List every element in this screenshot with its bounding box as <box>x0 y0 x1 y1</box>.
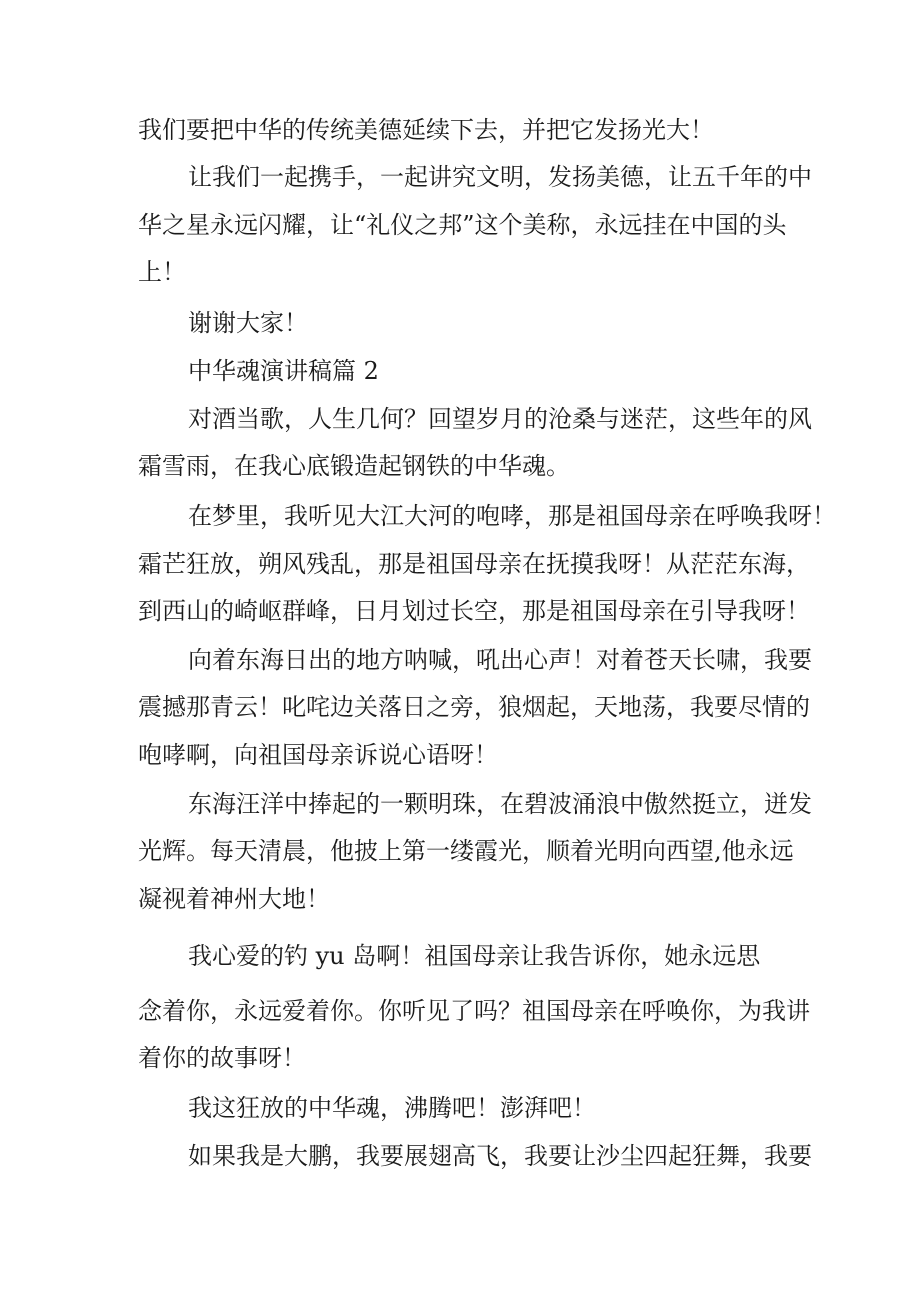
text-line: 震撼那青云！叱咤边关落日之旁，狼烟起，天地荡，我要尽情的 <box>138 693 810 721</box>
text-line: 在梦里，我听见大江大河的咆哮，那是祖国母亲在呼唤我呀！ <box>188 502 836 530</box>
text-line: 霜芒狂放，朔风残乱，那是祖国母亲在抚摸我呀！从茫茫东海， <box>138 550 810 578</box>
text-line: 我心爱的钓 yu 岛啊！祖国母亲让我告诉你，她永远思 <box>188 942 761 970</box>
section-heading: 中华魂演讲稿篇 2 <box>188 357 379 385</box>
text-line: 霜雪雨，在我心底锻造起钢铁的中华魂。 <box>138 452 570 480</box>
text-line: 我这狂放的中华魂，沸腾吧！澎湃吧！ <box>188 1094 596 1122</box>
text-line: 光辉。每天清晨，他披上第一缕霞光，顺着光明向西望,他永远 <box>138 837 794 865</box>
text-line: 向着东海日出的地方呐喊，吼出心声！对着苍天长啸，我要 <box>188 646 812 674</box>
text-line: 对酒当歌，人生几何？回望岁月的沧桑与迷茫，这些年的风 <box>188 405 812 433</box>
text-line: 如果我是大鹏，我要展翅高飞，我要让沙尘四起狂舞，我要 <box>188 1142 812 1170</box>
text-line: 谢谢大家！ <box>188 309 308 337</box>
text-line: 念着你，永远爱着你。你听见了吗？祖国母亲在呼唤你，为我讲 <box>138 997 810 1025</box>
text-line: 咆哮啊，向祖国母亲诉说心语呀！ <box>138 741 498 769</box>
text-line: 让我们一起携手，一起讲究文明，发扬美德，让五千年的中 <box>188 163 812 191</box>
text-line: 上！ <box>138 258 186 286</box>
text-line: 华之星永远闪耀，让“礼仪之邦”这个美称，永远挂在中国的头 <box>138 211 787 239</box>
text-line: 着你的故事呀！ <box>138 1044 306 1072</box>
text-line: 到西山的崎岖群峰，日月划过长空，那是祖国母亲在引导我呀！ <box>138 597 810 625</box>
text-line: 东海汪洋中捧起的一颗明珠，在碧波涌浪中傲然挺立，迸发 <box>188 790 812 818</box>
text-line: 我们要把中华的传统美德延续下去，并把它发扬光大！ <box>138 116 714 144</box>
text-line: 凝视着神州大地！ <box>138 885 330 913</box>
